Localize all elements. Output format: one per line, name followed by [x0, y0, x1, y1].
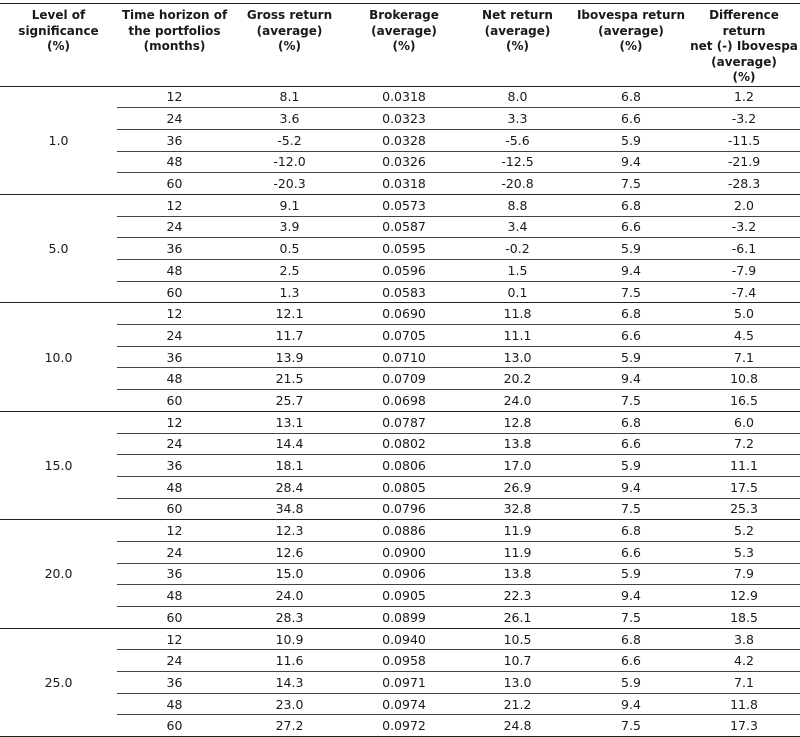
net-return-cell: 12.8	[461, 411, 574, 433]
horizon-cell: 48	[117, 151, 232, 173]
brokerage-cell: 0.0318	[347, 86, 461, 108]
net-return-header	[461, 4, 574, 87]
brokerage-cell: 0.0905	[347, 585, 461, 607]
net-return-cell: 11.9	[461, 520, 574, 542]
header-line: (%)	[47, 39, 70, 53]
horizon-cell: 48	[117, 476, 232, 498]
net-return-cell: 26.9	[461, 476, 574, 498]
gross-return-cell: 18.1	[232, 455, 347, 477]
ibovespa-return-cell: 6.6	[574, 325, 688, 347]
brokerage-cell: 0.0806	[347, 455, 461, 477]
horizon-cell: 60	[117, 498, 232, 520]
table-row	[0, 433, 800, 455]
returns-table	[0, 3, 800, 737]
table-row	[0, 173, 800, 195]
level-cell: 15.0	[0, 411, 117, 519]
difference-cell: -3.2	[688, 108, 800, 130]
ibovespa-return-cell: 6.6	[574, 541, 688, 563]
horizon-cell: 12	[117, 411, 232, 433]
table-row	[0, 520, 800, 542]
brokerage-cell: 0.0573	[347, 194, 461, 216]
gross-return-cell: 24.0	[232, 585, 347, 607]
ibovespa-return-cell: 7.5	[574, 498, 688, 520]
level-cell: 5.0	[0, 194, 117, 302]
difference-cell: -3.2	[688, 216, 800, 238]
table-row	[0, 693, 800, 715]
ibovespa-return-cell: 7.5	[574, 715, 688, 737]
brokerage-cell: 0.0796	[347, 498, 461, 520]
table-row	[0, 672, 800, 694]
ibovespa-return-cell: 5.9	[574, 238, 688, 260]
gross-return-cell: 23.0	[232, 693, 347, 715]
header-line: Gross return	[246, 8, 333, 22]
gross-return-cell: -5.2	[232, 129, 347, 151]
difference-cell: 7.1	[688, 346, 800, 368]
net-return-cell: 26.1	[461, 607, 574, 629]
table-row	[0, 368, 800, 390]
table-row	[0, 455, 800, 477]
net-return-cell: 8.8	[461, 194, 574, 216]
header-line: Time horizon of	[121, 8, 228, 22]
header-line: (%)	[506, 39, 529, 53]
ibovespa-return-cell: 6.6	[574, 108, 688, 130]
brokerage-cell: 0.0328	[347, 129, 461, 151]
level-header	[0, 4, 117, 87]
difference-cell: 11.1	[688, 455, 800, 477]
brokerage-cell: 0.0958	[347, 650, 461, 672]
header-line: (average)	[256, 23, 323, 38]
net-return-cell: 3.4	[461, 216, 574, 238]
header-row	[0, 4, 800, 87]
horizon-cell: 36	[117, 455, 232, 477]
level-cell: 25.0	[0, 628, 117, 736]
gross-return-cell: 27.2	[232, 715, 347, 737]
gross-return-cell: 8.1	[232, 86, 347, 108]
difference-cell: 6.0	[688, 411, 800, 433]
header-line: (months)	[143, 39, 206, 53]
table-row	[0, 151, 800, 173]
table-row	[0, 86, 800, 108]
ibovespa-return-cell: 6.8	[574, 303, 688, 325]
difference-cell: 10.8	[688, 368, 800, 390]
gross-return-cell: 10.9	[232, 628, 347, 650]
ibovespa-return-cell: 7.5	[574, 281, 688, 303]
table-row	[0, 281, 800, 303]
net-return-cell: 13.0	[461, 346, 574, 368]
table-row	[0, 260, 800, 282]
table-row	[0, 346, 800, 368]
brokerage-header	[347, 4, 461, 87]
brokerage-cell: 0.0583	[347, 281, 461, 303]
brokerage-cell: 0.0906	[347, 563, 461, 585]
difference-cell: 4.2	[688, 650, 800, 672]
ibovespa-return-cell: 6.6	[574, 433, 688, 455]
horizon-cell: 48	[117, 693, 232, 715]
brokerage-cell: 0.0596	[347, 260, 461, 282]
brokerage-cell: 0.0318	[347, 173, 461, 195]
table-row	[0, 715, 800, 737]
difference-cell: -7.9	[688, 260, 800, 282]
table-row	[0, 108, 800, 130]
brokerage-cell: 0.0900	[347, 541, 461, 563]
brokerage-cell: 0.0971	[347, 672, 461, 694]
horizon-cell: 24	[117, 108, 232, 130]
level-cell: 1.0	[0, 86, 117, 194]
table-row	[0, 390, 800, 412]
ibovespa-return-cell: 7.5	[574, 607, 688, 629]
table-row	[0, 238, 800, 260]
brokerage-cell: 0.0710	[347, 346, 461, 368]
horizon-cell: 12	[117, 303, 232, 325]
gross-return-cell: 0.5	[232, 238, 347, 260]
difference-cell: 17.3	[688, 715, 800, 737]
gross-return-cell: 14.3	[232, 672, 347, 694]
brokerage-cell: 0.0802	[347, 433, 461, 455]
table-row	[0, 498, 800, 520]
gross-return-cell: 15.0	[232, 563, 347, 585]
table-row	[0, 216, 800, 238]
ibovespa-return-cell: 9.4	[574, 693, 688, 715]
ibovespa-return-cell: 6.8	[574, 628, 688, 650]
horizon-cell: 12	[117, 194, 232, 216]
horizon-cell: 12	[117, 628, 232, 650]
level-cell: 20.0	[0, 520, 117, 628]
gross-return-cell: 12.6	[232, 541, 347, 563]
horizon-cell: 24	[117, 433, 232, 455]
table-row	[0, 541, 800, 563]
ibovespa-return-cell: 6.6	[574, 216, 688, 238]
header-line: Level of	[31, 8, 86, 22]
gross-return-cell: 2.5	[232, 260, 347, 282]
gross-return-cell: 34.8	[232, 498, 347, 520]
brokerage-cell: 0.0326	[347, 151, 461, 173]
gross-return-cell: 13.1	[232, 411, 347, 433]
net-return-cell: 24.8	[461, 715, 574, 737]
ibovespa-return-cell: 6.8	[574, 194, 688, 216]
ibovespa-return-cell: 9.4	[574, 151, 688, 173]
header-line: Brokerage	[369, 8, 439, 22]
header-line: (%)	[278, 39, 301, 53]
net-return-cell: 13.8	[461, 563, 574, 585]
header-line: (%)	[732, 70, 756, 84]
brokerage-cell: 0.0587	[347, 216, 461, 238]
net-return-cell: 17.0	[461, 455, 574, 477]
horizon-cell: 24	[117, 325, 232, 347]
header-line: Ibovespa return	[576, 8, 686, 22]
horizon-cell: 48	[117, 585, 232, 607]
horizon-cell: 48	[117, 260, 232, 282]
net-return-cell: 1.5	[461, 260, 574, 282]
table-header	[0, 4, 800, 87]
brokerage-cell: 0.0698	[347, 390, 461, 412]
horizon-cell: 36	[117, 672, 232, 694]
horizon-cell: 12	[117, 86, 232, 108]
ibovespa-return-cell: 7.5	[574, 390, 688, 412]
brokerage-cell: 0.0972	[347, 715, 461, 737]
horizon-cell: 24	[117, 541, 232, 563]
horizon-cell: 60	[117, 607, 232, 629]
difference-cell: -11.5	[688, 129, 800, 151]
net-return-cell: 11.9	[461, 541, 574, 563]
table-row	[0, 411, 800, 433]
brokerage-cell: 0.0787	[347, 411, 461, 433]
net-return-cell: 10.5	[461, 628, 574, 650]
ibovespa-return-cell: 9.4	[574, 368, 688, 390]
header-line: (%)	[619, 39, 643, 53]
gross-return-header	[232, 4, 347, 87]
ibovespa-return-cell: 9.4	[574, 585, 688, 607]
difference-cell: 5.2	[688, 520, 800, 542]
net-return-cell: -5.6	[461, 129, 574, 151]
brokerage-cell: 0.0899	[347, 607, 461, 629]
table-row	[0, 129, 800, 151]
net-return-cell: 24.0	[461, 390, 574, 412]
ibovespa-return-cell: 6.8	[574, 520, 688, 542]
table-row	[0, 607, 800, 629]
table-row	[0, 325, 800, 347]
table-row	[0, 303, 800, 325]
gross-return-cell: 1.3	[232, 281, 347, 303]
difference-cell: -7.4	[688, 281, 800, 303]
header-line: net (-) Ibovespa	[690, 39, 798, 53]
gross-return-cell: 12.1	[232, 303, 347, 325]
difference-cell: 4.5	[688, 325, 800, 347]
horizon-cell: 48	[117, 368, 232, 390]
difference-cell: 11.8	[688, 693, 800, 715]
difference-cell: 5.3	[688, 541, 800, 563]
brokerage-cell: 0.0940	[347, 628, 461, 650]
difference-cell: 7.1	[688, 672, 800, 694]
horizon-cell: 36	[117, 129, 232, 151]
gross-return-cell: 3.6	[232, 108, 347, 130]
horizon-cell: 24	[117, 650, 232, 672]
difference-cell: -6.1	[688, 238, 800, 260]
gross-return-cell: 3.9	[232, 216, 347, 238]
difference-cell: 5.0	[688, 303, 800, 325]
difference-cell: 16.5	[688, 390, 800, 412]
table-row	[0, 628, 800, 650]
gross-return-cell: 11.6	[232, 650, 347, 672]
net-return-cell: 20.2	[461, 368, 574, 390]
table-body	[0, 86, 800, 737]
gross-return-cell: 14.4	[232, 433, 347, 455]
ibovespa-return-cell: 7.5	[574, 173, 688, 195]
net-return-cell: 8.0	[461, 86, 574, 108]
ibovespa-return-cell: 5.9	[574, 672, 688, 694]
gross-return-cell: 9.1	[232, 194, 347, 216]
gross-return-cell: 28.3	[232, 607, 347, 629]
difference-cell: 3.8	[688, 628, 800, 650]
gross-return-cell: 25.7	[232, 390, 347, 412]
difference-cell: 17.5	[688, 476, 800, 498]
brokerage-cell: 0.0886	[347, 520, 461, 542]
header-line: Difference return	[709, 8, 779, 38]
net-return-cell: 22.3	[461, 585, 574, 607]
level-cell: 10.0	[0, 303, 117, 411]
table-row	[0, 194, 800, 216]
net-return-cell: 11.1	[461, 325, 574, 347]
ibovespa-return-cell: 5.9	[574, 129, 688, 151]
net-return-cell: 10.7	[461, 650, 574, 672]
table-row	[0, 650, 800, 672]
brokerage-cell: 0.0805	[347, 476, 461, 498]
difference-cell: 12.9	[688, 585, 800, 607]
brokerage-cell: 0.0974	[347, 693, 461, 715]
header-line: Net return	[482, 8, 553, 22]
horizon-cell: 12	[117, 520, 232, 542]
net-return-cell: -0.2	[461, 238, 574, 260]
net-return-cell: 21.2	[461, 693, 574, 715]
net-return-cell: 13.8	[461, 433, 574, 455]
table-row	[0, 563, 800, 585]
net-return-cell: -20.8	[461, 173, 574, 195]
net-return-cell: 11.8	[461, 303, 574, 325]
horizon-cell: 60	[117, 390, 232, 412]
net-return-cell: 3.3	[461, 108, 574, 130]
table-row	[0, 585, 800, 607]
horizon-cell: 36	[117, 346, 232, 368]
brokerage-cell: 0.0595	[347, 238, 461, 260]
ibovespa-return-cell: 6.8	[574, 86, 688, 108]
gross-return-cell: 28.4	[232, 476, 347, 498]
horizon-cell: 60	[117, 715, 232, 737]
table-row	[0, 476, 800, 498]
horizon-cell: 60	[117, 281, 232, 303]
difference-cell: 1.2	[688, 86, 800, 108]
net-return-cell: 13.0	[461, 672, 574, 694]
net-return-cell: 0.1	[461, 281, 574, 303]
ibovespa-return-cell: 6.8	[574, 411, 688, 433]
header-line: (%)	[392, 39, 416, 53]
difference-cell: -28.3	[688, 173, 800, 195]
gross-return-cell: -12.0	[232, 151, 347, 173]
difference-cell: -21.9	[688, 151, 800, 173]
gross-return-cell: 13.9	[232, 346, 347, 368]
gross-return-cell: 21.5	[232, 368, 347, 390]
horizon-cell: 36	[117, 563, 232, 585]
difference-return-header	[688, 4, 800, 87]
horizon-cell: 36	[117, 238, 232, 260]
header-line: significance	[18, 23, 99, 38]
header-line: the portfolios	[128, 23, 221, 38]
difference-cell: 7.2	[688, 433, 800, 455]
header-line: (average)	[484, 23, 551, 38]
horizon-cell: 24	[117, 216, 232, 238]
header-line: (average)	[371, 23, 437, 38]
difference-cell: 25.3	[688, 498, 800, 520]
horizon-header	[117, 4, 232, 87]
difference-cell: 7.9	[688, 563, 800, 585]
gross-return-cell: 11.7	[232, 325, 347, 347]
difference-cell: 18.5	[688, 607, 800, 629]
net-return-cell: 32.8	[461, 498, 574, 520]
ibovespa-return-cell: 9.4	[574, 260, 688, 282]
net-return-cell: -12.5	[461, 151, 574, 173]
difference-cell: 2.0	[688, 194, 800, 216]
brokerage-cell: 0.0323	[347, 108, 461, 130]
header-line: (average)	[598, 23, 664, 38]
ibovespa-return-cell: 5.9	[574, 563, 688, 585]
brokerage-cell: 0.0709	[347, 368, 461, 390]
horizon-cell: 60	[117, 173, 232, 195]
ibovespa-return-cell: 5.9	[574, 346, 688, 368]
gross-return-cell: 12.3	[232, 520, 347, 542]
gross-return-cell: -20.3	[232, 173, 347, 195]
ibovespa-return-cell: 9.4	[574, 476, 688, 498]
ibovespa-return-cell: 6.6	[574, 650, 688, 672]
brokerage-cell: 0.0705	[347, 325, 461, 347]
ibovespa-return-header	[574, 4, 688, 87]
header-line: (average)	[711, 54, 777, 69]
ibovespa-return-cell: 5.9	[574, 455, 688, 477]
brokerage-cell: 0.0690	[347, 303, 461, 325]
